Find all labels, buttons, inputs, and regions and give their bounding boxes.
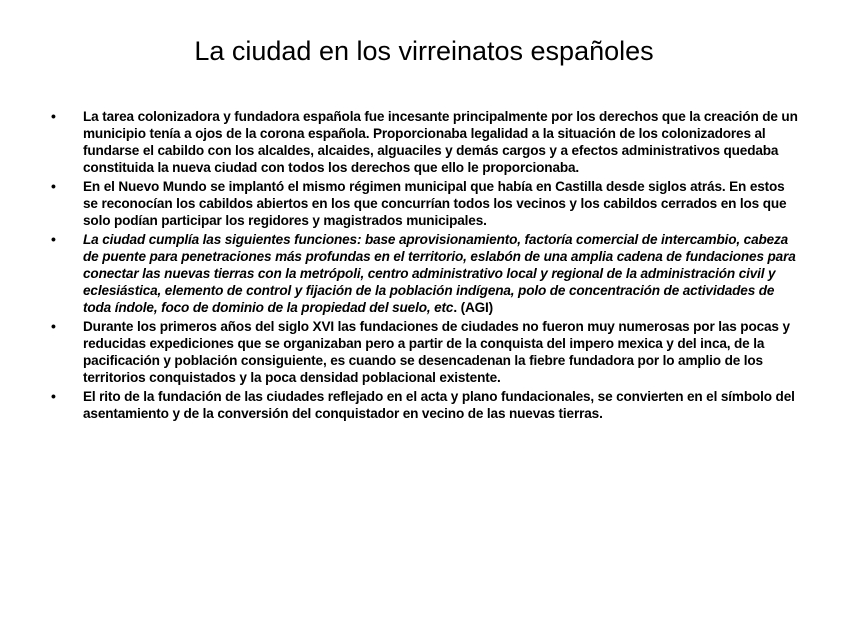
bullet-text: En el Nuevo Mundo se implantó el mismo régimen municipal que había en Castilla desde siglos atrás. En estos se reconocían los cabildos abiertos en los que concurrían todos los vecinos y los cabildos cerrados en los que solo podían participar los regidores y magistrados municipales. [83,179,787,228]
bullet-list [51,108,799,424]
bullet-icon: • [51,318,56,334]
bullet-item [51,388,799,422]
bullet-item [51,108,799,176]
bullet-icon: • [51,231,56,247]
bullet-text: Durante los primeros años del siglo XVI las fundaciones de ciudades no fueron muy numerosas por las pocas y reducidas expediciones que se organizaban pero a partir de la conquista del impero mexica y del inca, de la pacificación y población consiguiente, es cuando se desencadenan la fiebre fundadora por lo amplio de los territorios conquistados y la poca densidad poblacional existente. [83,319,790,385]
bullet-italic-text: La ciudad cumplía las siguientes funciones: base aprovisionamiento, factoría comercial de intercambio, cabeza de puente para penetraciones más profundas en el territorio, eslabón de una amplia cadena de fundaciones para conectar las nuevas tierras con la metrópoli, centro administrativo local y regional de la administración civil y eclesiástica, elemento de control y fijación de la población indígena, polo de concentración de actividades de toda índole, foco de dominio de la propiedad del suelo, etc [83,232,796,315]
slide-title: La ciudad en los virreinatos españoles [194,36,654,66]
bullet-item [51,231,799,316]
bullet-item [51,178,799,229]
bullet-item [51,318,799,386]
bullet-icon: • [51,108,56,124]
bullet-icon: • [51,178,56,194]
bullet-icon: • [51,388,56,404]
bullet-text: La tarea colonizadora y fundadora española fue incesante principalmente por los derechos que la creación de un municipio tenía a ojos de la corona española. Proporcionaba legalidad a la situación de los colonizadores al fundarse el cabildo con los alcaldes, alcaides, alguaciles y demás cargos y a efectos administrativos quedaba constituida la nueva ciudad con todos los derechos que ello le proporcionaba. [83,109,798,175]
bullet-text: El rito de la fundación de las ciudades reflejado en el acta y plano fundacionales, se convierten en el símbolo del asentamiento y de la conversión del conquistador en vecino de las nuevas tierras. [83,389,795,421]
bullet-citation: . (AGI) [453,300,494,315]
